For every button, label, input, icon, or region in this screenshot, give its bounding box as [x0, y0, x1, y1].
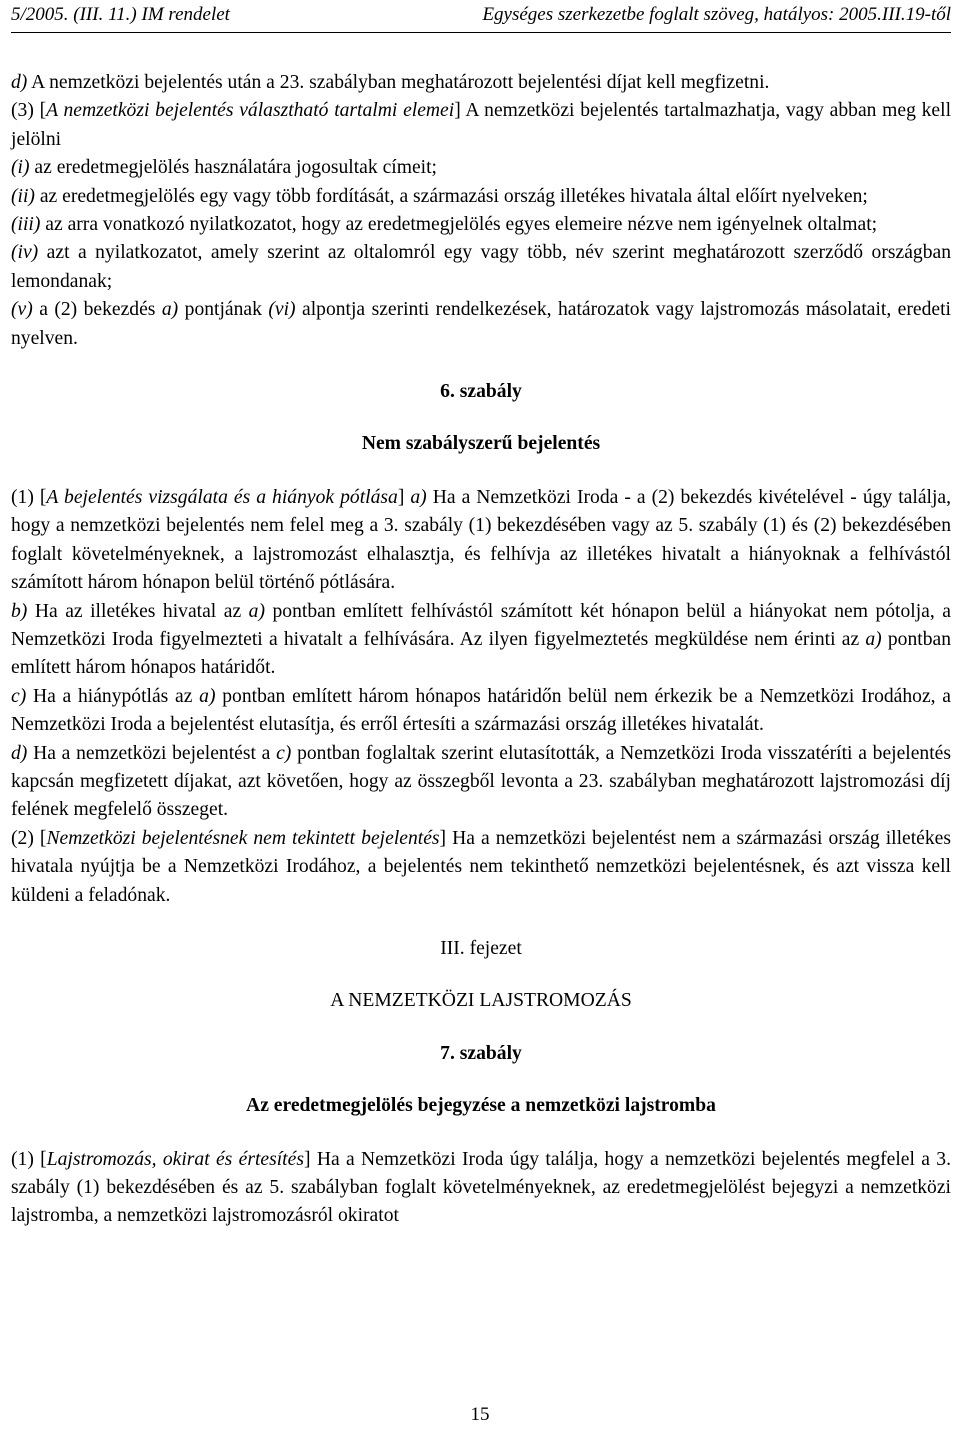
rule-6-title: Nem szabályszerű bejelentés — [361, 433, 601, 455]
list-item: (v) a (2) bekezdés a) pontjának (vi) alpontja szerinti rendelkezések, határozatok vagy lajstromozás másolatait, eredeti nyelven. — [11, 299, 951, 349]
page-number: 15 — [470, 1404, 490, 1425]
running-header — [11, 4, 951, 33]
list-item: (iv) azt a nyilatkozatot, amely szerint az oltalomról egy vagy több, név szerint meghatározott szerződő országban lemondanak; — [11, 242, 951, 292]
rule-7-title: Az eredetmegjelölés bejegyzése a nemzetközi lajstromba — [246, 1095, 716, 1117]
list-item: (i) az eredetmegjelölés használatára jogosultak címeit; — [11, 157, 437, 179]
rule-6-number: 6. szabály — [440, 381, 522, 403]
rule-6-paragraph-1: (1) [A bejelentés vizsgálata és a hiányok pótlása] a) Ha a Nemzetközi Iroda - a (2) bekezdés kivételével - úgy találja, hogy a nemzetközi bejelentés nem felel meg a 3. szabály (1) bekezdésében vagy az 5. szabály (1) és (2) bekezdésében foglalt követelményeknek, a lajstromozást elhalasztja, és felhívja az illetékes hivatalt a hiányoknak a felhívástól számított három hónapon belül történő pótlására. — [11, 486, 951, 594]
rule-6-point-c: c) Ha a hiánypótlás az a) pontban említett három hónapos határidőn belül nem érkezik be a Nemzetközi Irodához, a Nemzetközi Iroda a bejelentést elutasítja, és erről értesíti a származási ország illetékes hivatalát. — [11, 685, 951, 736]
rule-6-paragraph-2: (2) [Nemzetközi bejelentésnek nem tekintett bejelentés] Ha a nemzetközi bejelentést nem a származási ország illetékes hivatala nyújtja be a Nemzetközi Irodához, a bejelentés nem tekinthető nemzetközi bejelentésnek, és azt vissza kell küldeni a feladónak. — [11, 827, 951, 906]
list-item: (ii) az eredetmegjelölés egy vagy több fordítását, a származási ország illetékes hivatala által előírt nyelveken; — [11, 185, 868, 207]
rule-6-point-d: d) Ha a nemzetközi bejelentést a c) pontban foglaltak szerint elutasították, a Nemzetközi Iroda visszatéríti a bejelentés kapcsán megfizetett díjakat, azt követően, hogy az összegből levonta a 23. szabályban meghatározott lajstromozási díj felének megfelelő összeget. — [11, 742, 951, 821]
header-consolidation-note: Egységes szerkezetbe foglalt szöveg, hatályos: 2005.III.19-től — [482, 4, 951, 25]
point-label: d) — [11, 72, 28, 93]
paragraph-title: A nemzetközi bejelentés választható tartalmi elemei — [46, 100, 455, 122]
list-item: (iii) az arra vonatkozó nyilatkozatot, hogy az eredetmegjelölés egyes elemeire nézve nem igényelnek oltalmat; — [11, 214, 878, 236]
chapter-title: A NEMZETKÖZI LAJSTROMOZÁS — [330, 990, 632, 1012]
rule-6-point-b: b) Ha az illetékes hivatal az a) pontban említett felhívástól számított két hónapon belül a hiányokat nem pótolja, a Nemzetközi Iroda figyelmezteti a hivatalt a felhívására. Az ilyen figyelmeztetés megküldése nem érinti az a) pontban említett három hónapos határidőt. — [11, 600, 951, 679]
paragraph-3: (3) [A nemzetközi bejelentés választható tartalmi elemei] A nemzetközi bejelentés tartalmazhatja, vagy abban meg kell jelölni — [11, 100, 952, 150]
rule-7-paragraph-1: (1) [Lajstromozás, okirat és értesítés] Ha a Nemzetközi Iroda úgy találja, hogy a nemzetközi bejelentés megfelel a 3. szabály (1) bekezdésében és az 5. szabályban foglalt követelményeknek, az eredetmegjelölést bejegyzi a nemzetközi lajstromba, a nemzetközi lajstromozásról okiratot — [11, 1148, 951, 1227]
document-body — [11, 69, 951, 1231]
header-regulation-ref: 5/2005. (III. 11.) IM rendelet — [11, 4, 230, 25]
chapter-number: III. fejezet — [440, 937, 522, 959]
paragraph-d: d) A nemzetközi bejelentés után a 23. szabályban meghatározott bejelentési díjat kell megfizetni. — [11, 72, 770, 93]
rule-7-number: 7. szabály — [440, 1042, 522, 1064]
